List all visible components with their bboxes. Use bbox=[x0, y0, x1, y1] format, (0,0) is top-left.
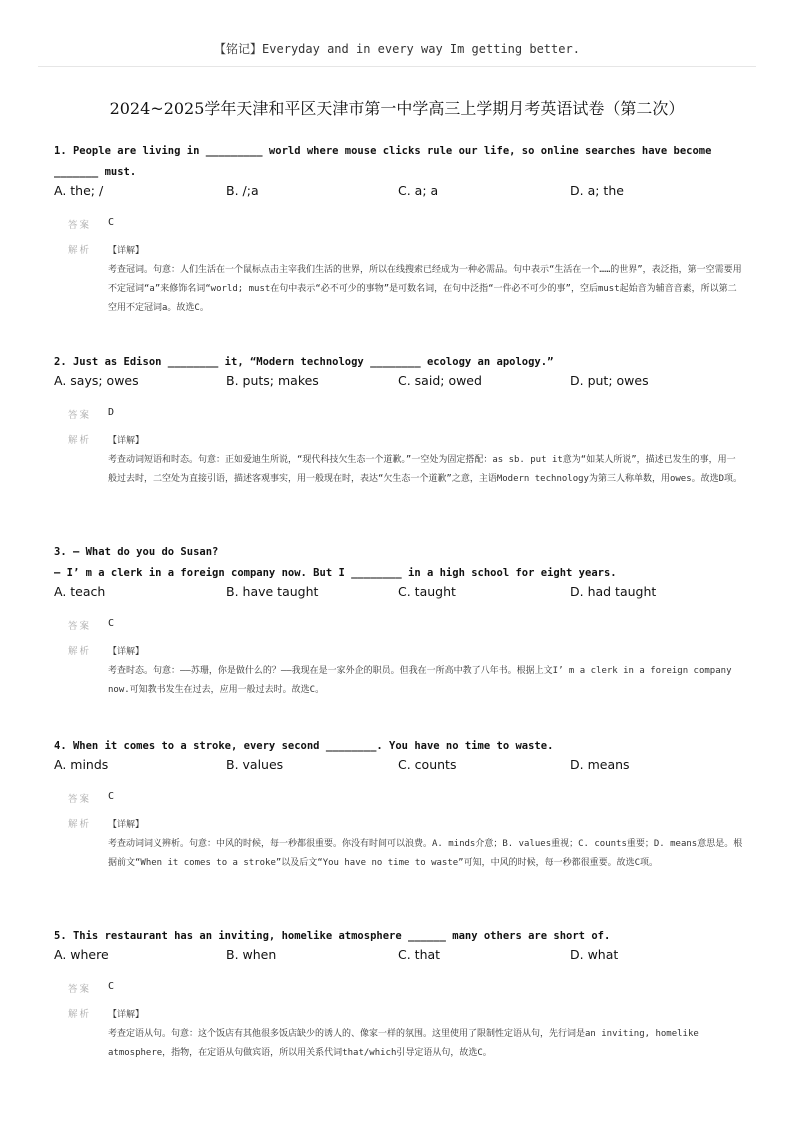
option-c: C. taught bbox=[398, 584, 456, 599]
option-c: C. that bbox=[398, 947, 441, 962]
option-a: A. minds bbox=[54, 757, 109, 772]
question-2 bbox=[54, 352, 744, 489]
answer-label: 答案 bbox=[68, 621, 92, 632]
options-row bbox=[54, 947, 744, 967]
option-c: C. said; owed bbox=[398, 373, 482, 388]
answer-label: 答案 bbox=[68, 984, 92, 995]
answer-row bbox=[54, 791, 744, 805]
question-stem: 5. This restaurant has an inviting, homelike atmosphere ______ many others are short of. bbox=[54, 930, 611, 942]
answer-label: 答案 bbox=[68, 410, 92, 421]
options-row bbox=[54, 757, 744, 777]
analysis-text: 考查冠词。句意：人们生活在一个鼠标点击主宰我们生活的世界，所以在线搜索已经成为一种必需品。句中表示“生活在一个……的世界”，表泛指，第一空需要用不定冠词“a”来修饰名词“world; must在句中表示“必不可少的事物”是可数名词，在句中泛指“一件必不可少的事”，空后must起始音为辅音音素，所以第二空用不定冠词a。故选C。 bbox=[108, 265, 742, 313]
analysis-label: 解析 bbox=[68, 435, 92, 446]
detail-heading: 【详解】 bbox=[108, 436, 145, 446]
answer-value: C bbox=[108, 217, 115, 228]
detail-heading: 【详解】 bbox=[108, 1010, 145, 1020]
page-title: 2024~2025学年天津和平区天津市第一中学高三上学期月考英语试卷（第二次） bbox=[109, 99, 685, 118]
analysis-text: 考查动词短语和时态。句意：正如爱迪生所说，“现代科技欠生态一个道歉。”一空处为固定搭配：as sb. put it意为“如某人所说”，描述已发生的事，用一般过去时，二空处为直接引语，描述客观事实，用一般现在时，表达“欠生态一个道歉”之意，主语Modern technology为第三人称单数，用owes。故选D项。 bbox=[108, 455, 743, 484]
option-d: D. a; the bbox=[570, 183, 624, 198]
analysis-row bbox=[54, 432, 744, 489]
option-b: B. puts; makes bbox=[226, 373, 319, 388]
option-a: A. where bbox=[54, 947, 109, 962]
option-b: B. /;a bbox=[226, 183, 259, 198]
question-1 bbox=[54, 141, 744, 318]
option-a: A. the; / bbox=[54, 183, 104, 198]
option-b: B. values bbox=[226, 757, 284, 772]
option-b: B. have taught bbox=[226, 584, 319, 599]
detail-heading: 【详解】 bbox=[108, 820, 145, 830]
analysis-label: 解析 bbox=[68, 245, 92, 256]
analysis-row bbox=[54, 242, 744, 318]
option-c: C. counts bbox=[398, 757, 457, 772]
question-stem: 2. Just as Edison ________ it, “Modern technology ________ ecology an apology.” bbox=[54, 356, 554, 368]
answer-row bbox=[54, 217, 744, 231]
analysis-label: 解析 bbox=[68, 1009, 92, 1020]
answer-row bbox=[54, 407, 744, 421]
question-3 bbox=[54, 542, 744, 700]
answer-value: C bbox=[108, 791, 115, 802]
option-a: A. teach bbox=[54, 584, 106, 599]
option-a: A. says; owes bbox=[54, 373, 139, 388]
page-motto: 【铭记】Everyday and in every way Im getting better. bbox=[214, 42, 580, 56]
analysis-text: 考查定语从句。句意：这个饭店有其他很多饭店缺少的诱人的、像家一样的氛围。这里使用了限制性定语从句，先行词是an inviting, homelike atmosphere，指物，在定语从句做宾语，所以用关系代词that/which引导定语从句，故选C。 bbox=[108, 1029, 699, 1058]
question-stem: 4. When it comes to a stroke, every second ________. You have no time to waste. bbox=[54, 740, 554, 752]
answer-value: D bbox=[108, 407, 115, 418]
analysis-row bbox=[54, 1006, 744, 1063]
analysis-row bbox=[54, 816, 744, 873]
question-stem: 3. — What do you do Susan? — I’ m a clerk in a foreign company now. But I ________ in a high school for eight years. bbox=[54, 546, 617, 579]
option-c: C. a; a bbox=[398, 183, 439, 198]
answer-label: 答案 bbox=[68, 794, 92, 805]
analysis-row bbox=[54, 643, 744, 700]
answer-value: C bbox=[108, 981, 115, 992]
options-row bbox=[54, 373, 744, 393]
detail-heading: 【详解】 bbox=[108, 246, 145, 256]
analysis-label: 解析 bbox=[68, 819, 92, 830]
header-divider bbox=[38, 66, 756, 67]
question-5 bbox=[54, 926, 744, 1063]
option-b: B. when bbox=[226, 947, 277, 962]
answer-row bbox=[54, 981, 744, 995]
option-d: D. put; owes bbox=[570, 373, 649, 388]
analysis-text: 考查动词词义辨析。句意：中风的时候，每一秒都很重要。你没有时间可以浪费。A. minds介意；B. values重视；C. counts重要；D. means意思是。根据前文“When it comes to a stroke”以及后文“You have no time to waste”可知，中风的时候，每一秒都很重要。故选C项。 bbox=[108, 839, 743, 868]
options-row bbox=[54, 183, 744, 203]
question-stem: 1. People are living in _________ world where mouse clicks rule our life, so online searches have become _______ must. bbox=[54, 145, 718, 178]
analysis-text: 考查时态。句意：——苏珊，你是做什么的？——我现在是一家外企的职员。但我在一所高中教了八年书。根据上文I’ m a clerk in a foreign company now.可知教书发生在过去，应用一般过去时。故选C。 bbox=[108, 666, 732, 695]
option-d: D. means bbox=[570, 757, 630, 772]
question-4 bbox=[54, 736, 744, 873]
option-d: D. what bbox=[570, 947, 619, 962]
answer-row bbox=[54, 618, 744, 632]
detail-heading: 【详解】 bbox=[108, 647, 145, 657]
option-d: D. had taught bbox=[570, 584, 657, 599]
answer-value: C bbox=[108, 618, 115, 629]
options-row bbox=[54, 584, 744, 604]
answer-label: 答案 bbox=[68, 220, 92, 231]
analysis-label: 解析 bbox=[68, 646, 92, 657]
